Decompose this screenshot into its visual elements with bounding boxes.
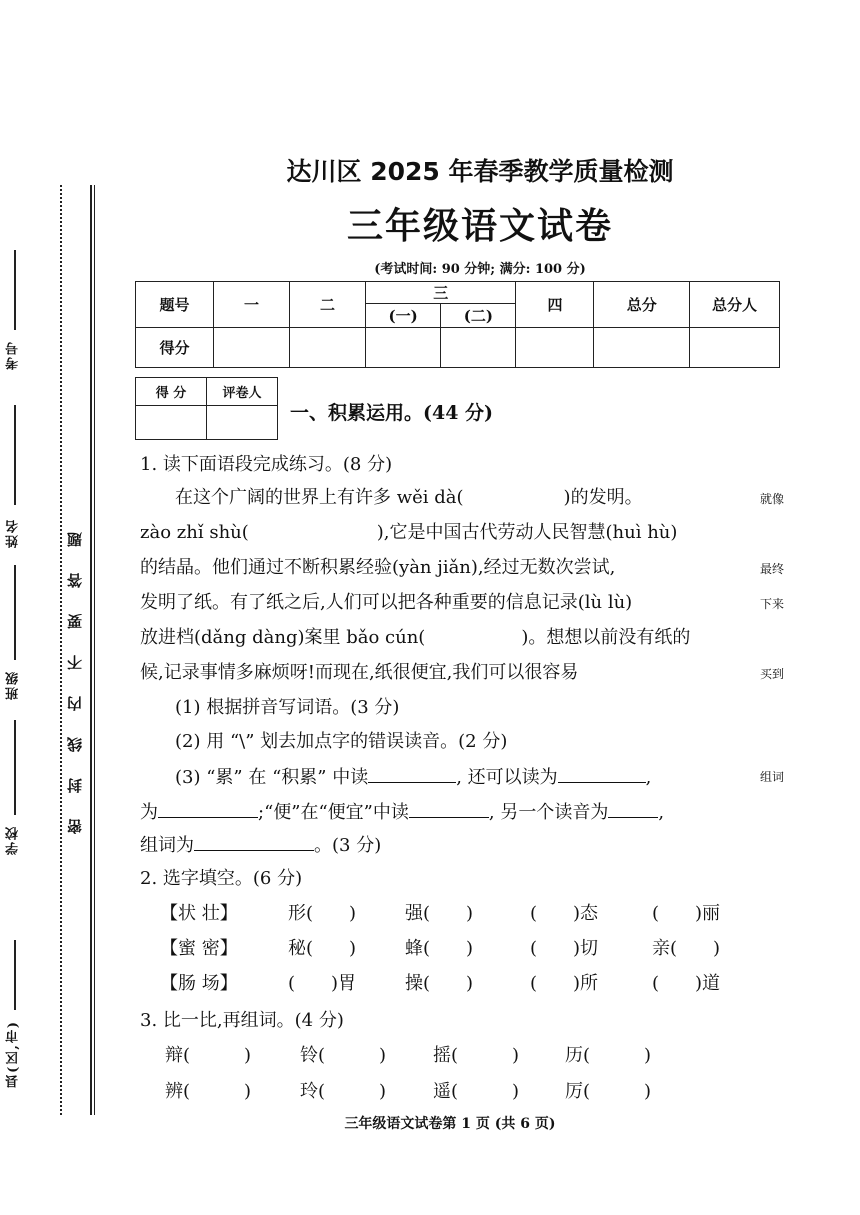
q1-sub-3 xyxy=(175,764,651,790)
q2-blank-item[interactable]: ( )所 xyxy=(530,973,599,994)
score-cell[interactable] xyxy=(213,328,289,368)
name-label: 姓名 xyxy=(6,518,21,548)
q1-passage-line xyxy=(140,556,615,580)
text: 的结晶。他们通过不断积累经验(yàn jiǎn),经过无数次尝试, xyxy=(140,557,616,578)
text: (3) “累” 在 “积累” 中读 xyxy=(175,767,369,788)
exam-no-blank[interactable] xyxy=(14,250,16,330)
q3-title: 3. 比一比,再组词。(4 分) xyxy=(140,1010,344,1031)
score-cell[interactable] xyxy=(441,328,516,368)
q1-sub-3-end xyxy=(140,832,381,858)
name-blank[interactable] xyxy=(14,405,16,505)
text: 。(3 分) xyxy=(314,835,382,856)
q3-word-item[interactable]: 摇( ) xyxy=(433,1045,520,1066)
text: )的发明。 xyxy=(563,487,643,508)
cut-off-text: 最终 xyxy=(760,562,785,576)
class-label: 班级 xyxy=(6,670,21,700)
q2-blank-item[interactable]: ( )道 xyxy=(652,973,721,994)
q2-blank-item[interactable]: 亲( ) xyxy=(652,938,721,959)
q3-word-item[interactable]: 铃( ) xyxy=(300,1045,387,1066)
text: 在这个广阔的世界上有许多 wěi dà( xyxy=(175,487,464,508)
score-cell[interactable] xyxy=(365,328,440,368)
school-blank[interactable] xyxy=(14,720,16,815)
q1-passage-line xyxy=(140,591,632,615)
page-footer: 三年级语文试卷第 1 页 (共 6 页) xyxy=(344,1116,556,1132)
q1-passage-line xyxy=(140,521,677,545)
text: , xyxy=(645,767,652,788)
text: , xyxy=(658,802,665,823)
col-head-3b: (二) xyxy=(441,304,516,328)
grader-score-head: 得 分 xyxy=(136,378,207,406)
text: 候,记录事情多麻烦呀!而现在,纸很便宜,我们可以很容易 xyxy=(140,662,579,683)
score-cell[interactable] xyxy=(594,328,690,368)
paper-title: 三年级语文试卷 xyxy=(346,205,613,247)
q1-passage-line xyxy=(175,486,643,510)
text: )。想想以前没有纸的 xyxy=(521,627,691,648)
county-label: 县(区,市) xyxy=(6,1020,21,1088)
q2-blank-item[interactable]: ( )切 xyxy=(530,938,599,959)
q2-blank-item[interactable]: ( )态 xyxy=(530,903,599,924)
q2-blank-item[interactable]: ( )胃 xyxy=(288,973,357,994)
grader-person-head: 评卷人 xyxy=(207,378,278,406)
text: 发明了纸。有了纸之后,人们可以把各种重要的信息记录(lù lù) xyxy=(140,592,633,613)
col-head-1: 一 xyxy=(213,282,289,328)
row-head-question: 题号 xyxy=(136,282,214,328)
col-head-3: 三 xyxy=(365,282,516,304)
text: 为 xyxy=(140,802,158,823)
class-blank[interactable] xyxy=(14,565,16,660)
score-table xyxy=(135,281,780,368)
text: ),它是中国古代劳动人民智慧(huì hù) xyxy=(376,522,678,543)
q2-blank-item[interactable]: 蜂( ) xyxy=(405,938,474,959)
seal-notice: 密封线内不要答题 xyxy=(64,480,86,860)
q1-passage-line xyxy=(140,626,690,650)
q1-sub-3-cont xyxy=(140,799,664,825)
col-head-4: 四 xyxy=(516,282,594,328)
q1-sub-1: (1) 根据拼音写词语。(3 分) xyxy=(175,697,400,718)
text: 组词为 xyxy=(140,835,194,856)
q2-blank-item[interactable]: 形( ) xyxy=(288,903,357,924)
q2-char-pair: 【状 壮】 xyxy=(160,903,238,924)
county-blank[interactable] xyxy=(14,940,16,1010)
school-label: 学校 xyxy=(6,825,21,855)
cut-off-text: 下来 xyxy=(760,597,785,611)
grader-table xyxy=(135,377,278,440)
q2-title: 2. 选字填空。(6 分) xyxy=(140,868,303,889)
q2-blank-item[interactable]: 操( ) xyxy=(405,973,474,994)
q1-title: 1. 读下面语段完成练习。(8 分) xyxy=(140,454,393,475)
col-head-total: 总分 xyxy=(594,282,690,328)
q3-word-item[interactable]: 遥( ) xyxy=(433,1081,520,1102)
answer-blank[interactable] xyxy=(194,832,314,851)
text: , 还可以读为 xyxy=(456,767,558,788)
q1-passage-line xyxy=(140,661,578,685)
q1-sub-2: (2) 用 “\” 划去加点字的错误读音。(2 分) xyxy=(175,731,508,752)
text: 放进档(dǎng dàng)案里 bǎo cún( xyxy=(140,627,426,648)
seal-solid-line xyxy=(90,185,92,1115)
q2-char-pair: 【肠 场】 xyxy=(160,973,238,994)
exam-title: 达川区 2025 年春季教学质量检测 xyxy=(286,157,674,186)
q2-blank-item[interactable]: 秘( ) xyxy=(288,938,357,959)
col-head-3a: (一) xyxy=(365,304,440,328)
col-head-person: 总分人 xyxy=(690,282,780,328)
text: zào zhǐ shù( xyxy=(140,522,249,543)
q3-word-item[interactable]: 辩( ) xyxy=(165,1045,252,1066)
score-cell[interactable] xyxy=(690,328,780,368)
text: , 另一个读音为 xyxy=(488,802,609,823)
q3-word-item[interactable]: 玲( ) xyxy=(300,1081,387,1102)
cut-off-text: 组词 xyxy=(760,770,785,784)
seal-thin-line xyxy=(94,185,95,1115)
text: ;“便”在“便宜”中读 xyxy=(258,802,409,823)
q2-blank-item[interactable]: ( )丽 xyxy=(652,903,721,924)
score-cell[interactable] xyxy=(516,328,594,368)
answer-blank[interactable] xyxy=(608,799,658,818)
seal-dotted-line xyxy=(60,185,62,1115)
exam-no-label: 考号 xyxy=(6,340,21,370)
answer-blank[interactable] xyxy=(158,799,258,818)
q3-word-item[interactable]: 厉( ) xyxy=(565,1081,652,1102)
q3-word-item[interactable]: 历( ) xyxy=(565,1045,652,1066)
score-cell[interactable] xyxy=(289,328,365,368)
answer-blank[interactable] xyxy=(409,799,489,818)
exam-info: (考试时间: 90 分钟; 满分: 100 分) xyxy=(374,262,586,277)
q2-char-pair: 【蜜 密】 xyxy=(160,938,238,959)
section-title: 一、积累运用。(44 分) xyxy=(290,402,494,424)
cut-off-text: 就像 xyxy=(760,492,785,506)
grader-person-cell[interactable] xyxy=(207,406,278,440)
grader-score-cell[interactable] xyxy=(136,406,207,440)
col-head-2: 二 xyxy=(289,282,365,328)
row-head-score: 得分 xyxy=(136,328,214,368)
q3-word-item[interactable]: 辨( ) xyxy=(165,1081,252,1102)
binding-margin-fields xyxy=(4,200,34,1088)
answer-blank[interactable] xyxy=(368,764,456,783)
q2-blank-item[interactable]: 强( ) xyxy=(405,903,474,924)
cut-off-text: 买到 xyxy=(760,667,785,681)
answer-blank[interactable] xyxy=(558,764,646,783)
